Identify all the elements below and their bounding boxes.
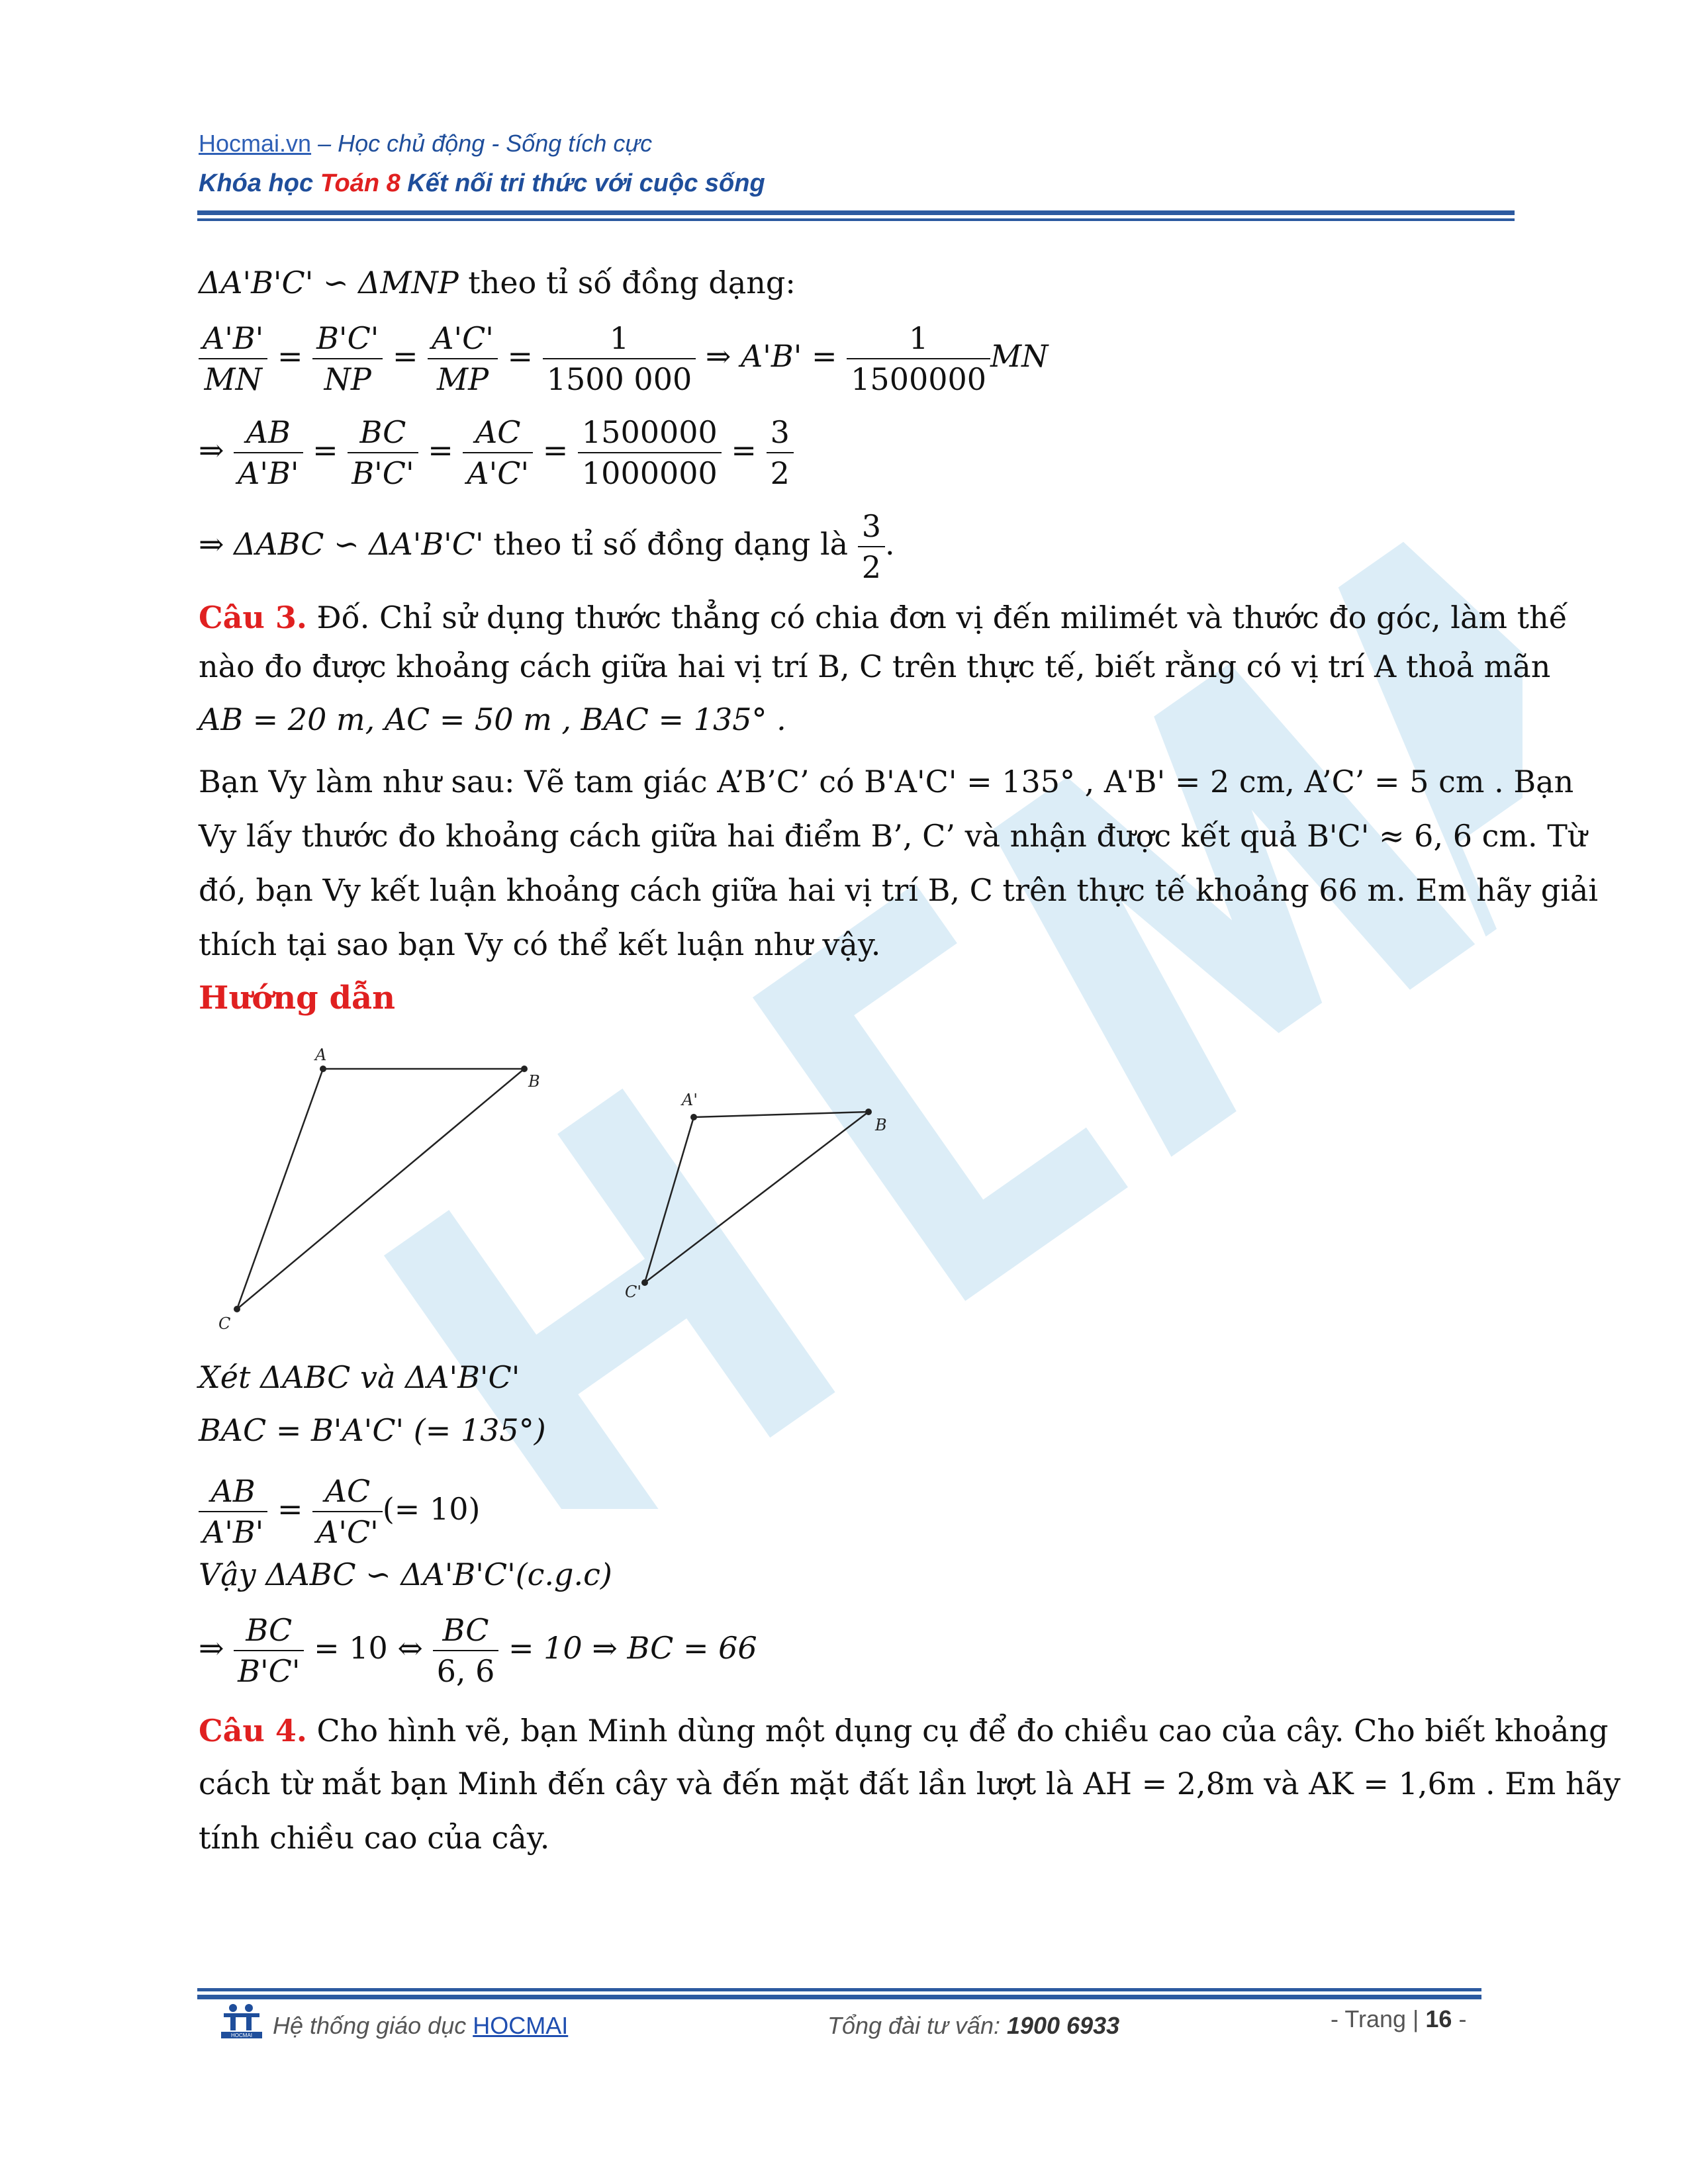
label-c: C (218, 1314, 231, 1333)
similarity-text: theo tỉ số đồng dạng: (458, 265, 796, 300)
footer-rule (197, 1988, 1481, 1991)
cau4-line1: Câu 4. Cho hình vẽ, bạn Minh dùng một dụng cụ để đo chiều cao của cây. Cho biết khoảng (199, 1713, 1609, 1749)
header-tagline-line (199, 130, 652, 158)
label-b: B (528, 1072, 540, 1091)
label-c-prime: C' (625, 1283, 641, 1301)
svg-text:HOCMAI: HOCMAI (231, 2032, 252, 2038)
page-number: - Trang | 16 - (1331, 2005, 1467, 2032)
fraction: $\frac{BC}{B'C'}$ (348, 412, 418, 493)
label-a-prime: A' (682, 1091, 698, 1109)
fraction: $\frac{1}{1500000}$ (847, 318, 990, 399)
fraction: $\frac{B'C'}{NP}$ (312, 318, 383, 399)
fraction: $\frac{1500000}{1000000}$ (578, 412, 722, 493)
cau3-line6: đó, bạn Vy kết luận khoảng cách giữa hai vị trí B, C trên thực tế khoảng 66 m. Em hãy giải (199, 872, 1599, 908)
cau4-line2: cách từ mắt bạn Minh đến cây và đến mặt đất lần lượt là AH = 2,8m và AK = 1,6m . Em hãy (199, 1766, 1621, 1801)
fraction: $\frac{AB}{A'B'}$ (199, 1471, 267, 1552)
fraction: $\frac{AB}{A'B'}$ (234, 412, 303, 493)
similarity-math: ΔA'B'C' ∽ ΔMNP (199, 265, 459, 300)
point-a (320, 1066, 326, 1072)
cau3-line4: Bạn Vy làm như sau: Vẽ tam giác A’B’C’ có B'A'C' = 135° , A'B' = 2 cm, A’C’ = 5 cm . Bạn (199, 764, 1574, 799)
hotline-number: 1900 6933 (1006, 2012, 1120, 2039)
fraction: $\frac{AC}{A'C'}$ (312, 1471, 383, 1552)
cau3-line7: thích tại sao bạn Vy có thể kết luận như vậy. (199, 927, 881, 962)
triangle-abc-prime (645, 1112, 868, 1283)
cau4-label: Câu 4. (199, 1713, 307, 1749)
guide-title: Hướng dẫn (199, 979, 395, 1017)
header-rule-thin (197, 218, 1515, 221)
hocmai-link[interactable]: HOCMAI (473, 2012, 569, 2039)
ratio-line: $\frac{AB}{A'B'}$ = $\frac{AC}{A'C'}$ (= 10) (199, 1463, 480, 1555)
course-suffix: Kết nối tri thức với cuộc sống (400, 169, 765, 197)
fraction: $\frac{BC}{B'C'}$ (234, 1610, 304, 1691)
xet-line: Xét ΔABC và ΔA'B'C' (199, 1359, 520, 1395)
vay-line: Vậy ΔABC ∽ ΔA'B'C'(c.g.c) (199, 1557, 612, 1592)
tagline: – Học chủ động - Sống tích cực (311, 130, 653, 157)
fraction: $\frac{AC}{A'C'}$ (463, 412, 533, 493)
conclusion-line: ⇒ ΔABC ∽ ΔA'B'C' theo tỉ số đồng dạng là $\frac{3}{2}$ . (199, 498, 895, 590)
hocmai-logo-icon (218, 2003, 265, 2040)
point-c-prime (641, 1279, 648, 1286)
ab-prime: A'B' (741, 338, 802, 374)
angle-line: BAC = B'A'C' (= 135°) (199, 1412, 546, 1448)
point-b (521, 1066, 528, 1072)
site-link[interactable]: Hocmai.vn (199, 130, 312, 157)
conclusion-text: theo tỉ số đồng dạng là (493, 526, 849, 562)
point-c (234, 1306, 240, 1312)
similarity-statement (199, 255, 796, 310)
bc-line: ⇒ $\frac{BC}{B'C'}$ = 10 ⇔ $\frac{BC}{6, 6}$ = 10 ⇒ BC = 66 (199, 1602, 757, 1694)
point-b-prime (865, 1109, 872, 1115)
triangle-abc (237, 1069, 524, 1309)
cau3-line5: Vy lấy thước đo khoảng cách giữa hai điểm B’, C’ và nhận được kết quả B'C' ≈ 6, 6 cm. Từ (199, 818, 1587, 854)
cau3-label: Câu 3. (199, 600, 307, 635)
footer-hotline: Tổng đài tư vấn: 1900 6933 (827, 2012, 1120, 2039)
fraction: $\frac{BC}{6, 6}$ (433, 1610, 499, 1691)
conclusion-math: ΔABC ∽ ΔA'B'C' (234, 526, 484, 562)
fraction: $\frac{1}{1500 000}$ (543, 318, 696, 399)
fraction: $\frac{A'C'}{MP}$ (428, 318, 498, 399)
course-title (199, 169, 765, 198)
label-a: A (315, 1046, 327, 1064)
footer-system: Hệ thống giáo dục HOCMAI (273, 2012, 569, 2039)
cau3-line3: AB = 20 m, AC = 50 m , BAC = 135° . (199, 702, 786, 737)
mn-term: MN (990, 338, 1049, 374)
course-prefix: Khóa học (199, 169, 320, 197)
fraction: $\frac{A'B'}{MN}$ (199, 318, 267, 399)
cau4-line3: tính chiều cao của cây. (199, 1820, 550, 1856)
footer-rule-thick (197, 1995, 1481, 1999)
cau3-line2: nào đo được khoảng cách giữa hai vị trí B, C trên thực tế, biết rằng có vị trí A thoả mãn (199, 649, 1551, 684)
point-a-prime (690, 1114, 697, 1120)
fraction: $\frac{3}{2}$ (767, 412, 794, 493)
fraction: $\frac{3}{2}$ (858, 506, 885, 587)
course-subject: Toán 8 (320, 169, 400, 197)
ratio-equation-1: $\frac{A'B'}{MN}$ = $\frac{B'C'}{NP}$ = $\frac{A'C'}{MP}$ = $\frac{1}{1500 000}$ ⇒ A'B' = $\frac{1}{1500000}$ MN (199, 310, 1048, 402)
header-rule (197, 210, 1515, 215)
ratio-equation-2: ⇒ $\frac{AB}{A'B'}$ = $\frac{BC}{B'C'}$ = $\frac{AC}{A'C'}$ = $\frac{1500000}{1000000}$ = $\frac{3}{2}$ (199, 404, 794, 496)
label-b-prime: B (875, 1116, 887, 1134)
triangle-figures (218, 1039, 947, 1343)
cau3-line1: Câu 3. Đố. Chỉ sử dụng thước thẳng có chia đơn vị đến milimét và thước đo góc, làm thế (199, 600, 1568, 635)
